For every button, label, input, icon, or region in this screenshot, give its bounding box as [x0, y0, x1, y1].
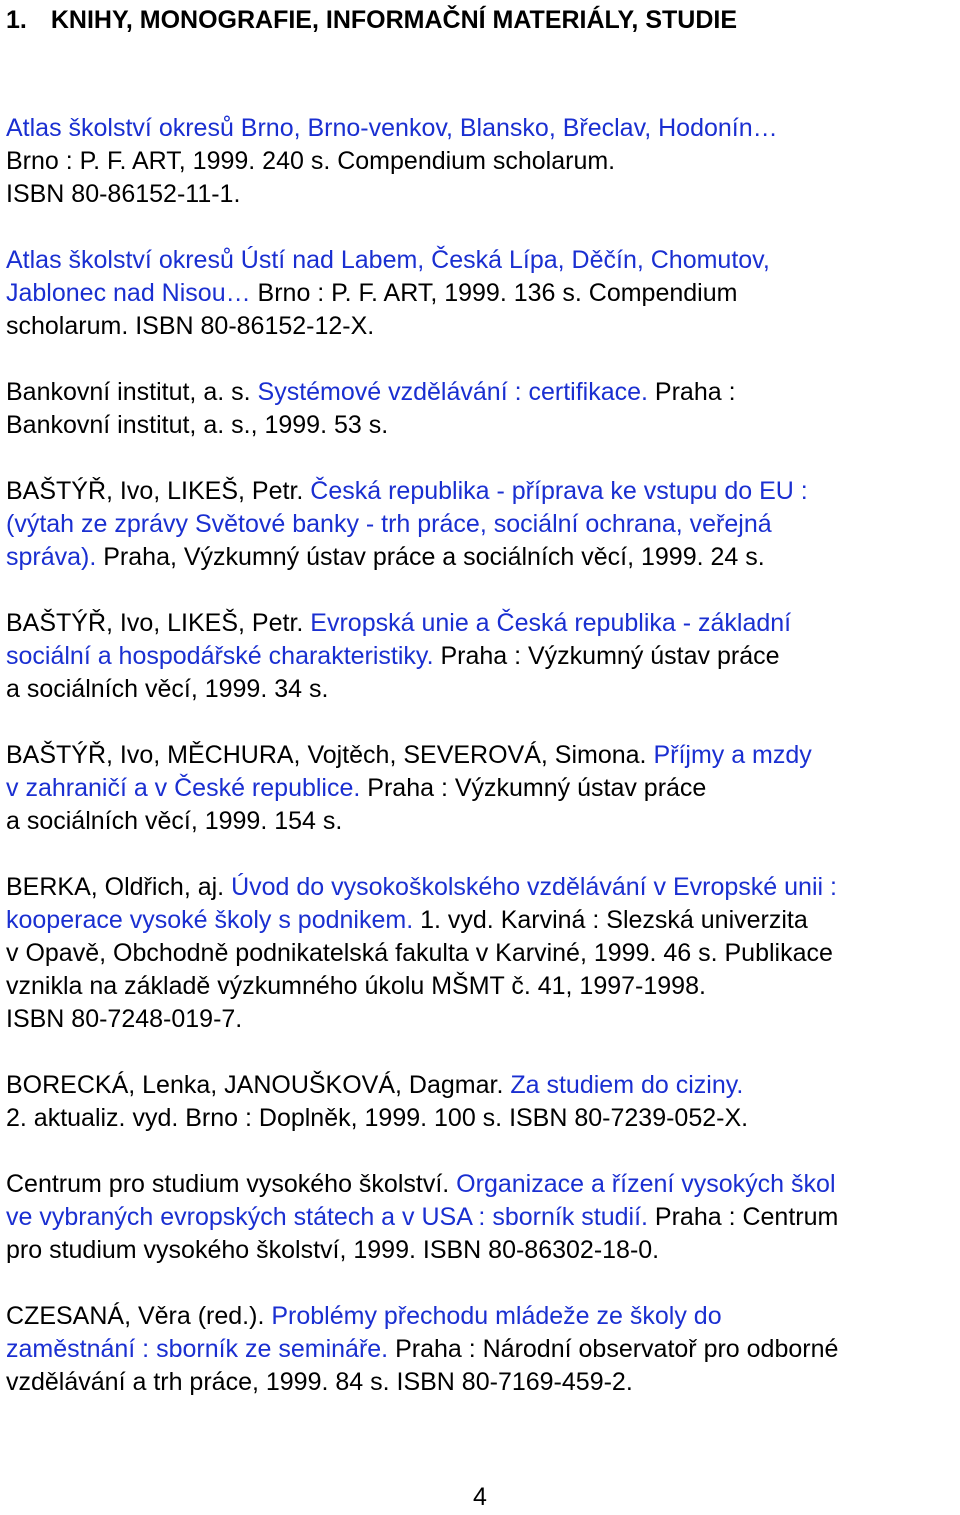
entry-title-text: sociální a hospodářské charakteristiky. — [6, 642, 434, 670]
entry-text: vzdělávání a trh práce, 1999. 84 s. ISBN 80-7169-459-2. — [6, 1368, 633, 1396]
entry-title-text: ve vybraných evropských státech a v USA : sborník studií. — [6, 1203, 648, 1231]
entry-line — [6, 970, 958, 1003]
section-title: KNIHY, MONOGRAFIE, INFORMAČNÍ MATERIÁLY, STUDIE — [50, 6, 737, 34]
entry-title-text: Úvod do vysokoškolského vzdělávání v Evropské unii : — [231, 873, 837, 901]
entry-line — [6, 112, 958, 145]
entry-text: ISBN 80-86152-11-1. — [6, 180, 241, 208]
bibliography-entry — [6, 607, 958, 706]
entry-text: Bankovní institut, a. s., 1999. 53 s. — [6, 411, 389, 439]
section-number: 1. — [6, 6, 27, 34]
entry-line — [6, 277, 958, 310]
bibliography-entry — [6, 112, 958, 211]
entry-text: BERKA, Oldřich, aj. — [6, 873, 232, 901]
entry-line — [6, 1300, 958, 1333]
entry-text: Praha : Výzkumný ústav práce — [360, 774, 707, 802]
entry-line — [6, 310, 958, 343]
entry-text: CZESANÁ, Věra (red.). — [6, 1302, 272, 1330]
entry-title-text: v zahraničí a v České republice. — [6, 774, 361, 802]
entry-title-text: kooperace vysoké školy s podnikem. — [6, 906, 414, 934]
entry-title-text: zaměstnání : sborník ze semináře. — [6, 1335, 389, 1363]
entry-text: Brno : P. F. ART, 1999. 240 s. Compendium scholarum. — [6, 147, 616, 175]
entry-text: pro studium vysokého školství, 1999. ISBN 80-86302-18-0. — [6, 1236, 660, 1264]
bibliography-list — [6, 112, 958, 1432]
page-number: 4 — [473, 1483, 487, 1511]
entry-text: BAŠTÝŘ, Ivo, MĚCHURA, Vojtěch, SEVEROVÁ, Simona. — [6, 741, 654, 769]
entry-line — [6, 937, 958, 970]
entry-title-text: Problémy přechodu mládeže ze školy do — [271, 1302, 722, 1330]
entry-line — [6, 541, 958, 574]
entry-text: a sociálních věcí, 1999. 34 s. — [6, 675, 329, 703]
bibliography-entry — [6, 1300, 958, 1399]
entry-line — [6, 871, 958, 904]
entry-text: scholarum. ISBN 80-86152-12-X. — [6, 312, 375, 340]
bibliography-entry — [6, 244, 958, 343]
entry-text: Brno : P. F. ART, 1999. 136 s. Compendium — [250, 279, 738, 307]
entry-line — [6, 739, 958, 772]
entry-line — [6, 1069, 958, 1102]
entry-text: ISBN 80-7248-019-7. — [6, 1005, 243, 1033]
bibliography-entry — [6, 475, 958, 574]
entry-title-text: Atlas školství okresů Brno, Brno-venkov, Blansko, Břeclav, Hodonín… — [6, 114, 778, 142]
entry-line — [6, 1234, 958, 1267]
entry-text: 1. vyd. Karviná : Slezská univerzita — [413, 906, 808, 934]
entry-line — [6, 475, 958, 508]
entry-text: v Opavě, Obchodně podnikatelská fakulta v Karviné, 1999. 46 s. Publikace — [6, 939, 833, 967]
entry-line — [6, 607, 958, 640]
entry-line — [6, 409, 958, 442]
entry-text: Praha, Výzkumný ústav práce a sociálních věcí, 1999. 24 s. — [96, 543, 765, 571]
entry-line — [6, 1003, 958, 1036]
entry-title-text: Systémové vzdělávání : certifikace. — [257, 378, 648, 406]
entry-line — [6, 145, 958, 178]
bibliography-entry — [6, 1168, 958, 1267]
entry-title-text: (výtah ze zprávy Světové banky - trh práce, sociální ochrana, veřejná — [6, 510, 772, 538]
bibliography-entry — [6, 376, 958, 442]
entry-text: Bankovní institut, a. s. — [6, 378, 258, 406]
entry-text: a sociálních věcí, 1999. 154 s. — [6, 807, 343, 835]
section-heading — [6, 4, 737, 37]
entry-text: 2. aktualiz. vyd. Brno : Doplněk, 1999. 100 s. ISBN 80-7239-052-X. — [6, 1104, 749, 1132]
entry-line — [6, 1333, 958, 1366]
entry-title-text: Evropská unie a Česká republika - základní — [310, 609, 792, 637]
entry-title-text: správa). — [6, 543, 97, 571]
entry-line — [6, 376, 958, 409]
bibliography-entry — [6, 739, 958, 838]
entry-title-text: Jablonec nad Nisou… — [6, 279, 251, 307]
entry-title-text: Organizace a řízení vysokých škol — [456, 1170, 836, 1198]
entry-text: Praha : Národní observatoř pro odborné — [388, 1335, 839, 1363]
entry-text: vznikla na základě výzkumného úkolu MŠMT č. 41, 1997-1998. — [6, 972, 706, 1000]
entry-line — [6, 178, 958, 211]
entry-line — [6, 673, 958, 706]
entry-title-text: Česká republika - příprava ke vstupu do EU : — [310, 477, 808, 505]
entry-line — [6, 904, 958, 937]
entry-line — [6, 1168, 958, 1201]
entry-line — [6, 805, 958, 838]
entry-line — [6, 640, 958, 673]
entry-line — [6, 1102, 958, 1135]
entry-title-text: Příjmy a mzdy — [653, 741, 812, 769]
entry-line — [6, 1366, 958, 1399]
entry-text: Centrum pro studium vysokého školství. — [6, 1170, 457, 1198]
entry-line — [6, 1201, 958, 1234]
entry-text: BAŠTÝŘ, Ivo, LIKEŠ, Petr. — [6, 477, 311, 505]
entry-text: Praha : Centrum — [647, 1203, 839, 1231]
entry-text: Praha : — [647, 378, 736, 406]
entry-text: BORECKÁ, Lenka, JANOUŠKOVÁ, Dagmar. — [6, 1071, 511, 1099]
entry-line — [6, 508, 958, 541]
entry-line — [6, 772, 958, 805]
entry-text: BAŠTÝŘ, Ivo, LIKEŠ, Petr. — [6, 609, 311, 637]
entry-title-text: Atlas školství okresů Ústí nad Labem, Česká Lípa, Děčín, Chomutov, — [6, 246, 770, 274]
entry-text: Praha : Výzkumný ústav práce — [433, 642, 780, 670]
bibliography-entry — [6, 1069, 958, 1135]
entry-title-text: Za studiem do ciziny. — [510, 1071, 744, 1099]
bibliography-entry — [6, 871, 958, 1036]
entry-line — [6, 244, 958, 277]
